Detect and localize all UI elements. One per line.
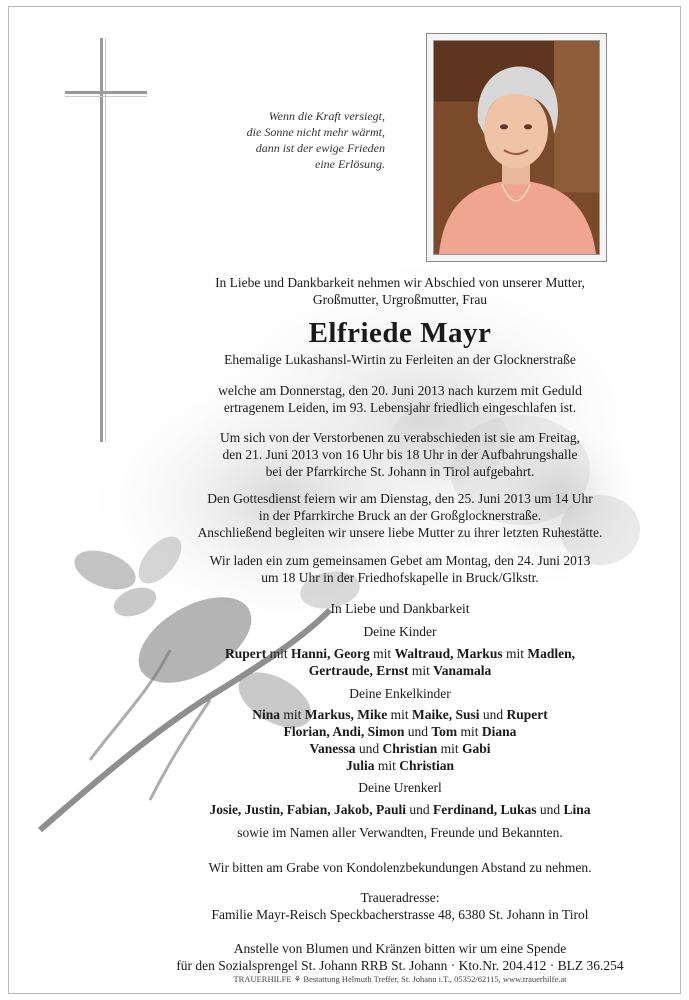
address-line: Familie Mayr-Reisch Speckbacherstrasse 48, 6380 St. Johann in Tirol bbox=[211, 907, 589, 922]
children-names-line: Rupert mit Hanni, Georg mit Waltraud, Markus mit Madlen, bbox=[225, 646, 575, 661]
quote-line: eine Erlösung. bbox=[315, 157, 385, 171]
deceased-name: Elfriede Mayr bbox=[308, 317, 492, 349]
grandchildren-names-line: Julia mit Christian bbox=[345, 758, 455, 773]
service-info: Den Gottesdienst feiern wir am Dienstag, den 25. Juni 2013 um 14 Uhr in der Pfarrkirche Bruck an der Großglocknerstraße. Anschließend begleiten wir unsere liebe Mutter zu ihrer letzten Ruhestätte. bbox=[197, 491, 603, 540]
relatives-line: sowie im Namen aller Verwandten, Freunde und Bekannten. bbox=[237, 825, 563, 840]
grandchildren-heading: Deine Enkelkinder bbox=[349, 686, 451, 701]
grandchildren-names-line: Vanessa und Christian mit Gabi bbox=[309, 741, 491, 756]
intro-text: In Liebe und Dankbarkeit nehmen wir Abschied von unserer Mutter, Großmutter, Urgroßmutter, Frau bbox=[215, 275, 585, 307]
children-names-line: Gertraude, Ernst mit Vanamala bbox=[308, 663, 492, 678]
death-notice: welche am Donnerstag, den 20. Juni 2013 nach kurzem mit Geduld ertragenem Leiden, im 93. Lebensjahr friedlich eingeschlafen ist. bbox=[218, 383, 582, 415]
portrait-photo bbox=[433, 40, 600, 255]
great-grandchildren-heading: Deine Urenkerl bbox=[358, 780, 442, 795]
quote-line: Wenn die Kraft versiegt, bbox=[268, 109, 385, 123]
closing-phrase: In Liebe und Dankbarkeit bbox=[330, 601, 470, 616]
funeral-home-footer: TRAUERHILFE ⚘ Bestattung Helmuth Treffer, St. Johann i.T., 05352/62115, www.trauerhilfe.at bbox=[233, 974, 567, 984]
grandchildren-section bbox=[110, 685, 689, 774]
great-grandchildren-names-line: Josie, Justin, Fabian, Jakob, Pauli und Ferdinand, Lukas und Lina bbox=[209, 802, 591, 817]
address-heading: Traueradresse: bbox=[360, 890, 440, 905]
viewing-info: Um sich von der Verstorbenen zu verabschieden ist sie am Freitag, den 21. Juni 2013 von 16 Uhr bis 18 Uhr in der Aufbahrungshalle bei der Pfarrkirche St. Johann in Tirol aufgebahrt. bbox=[219, 430, 581, 479]
grandchildren-names-line: Nina mit Markus, Mike mit Maike, Susi und Rupert bbox=[252, 707, 548, 722]
great-grandchildren-section bbox=[110, 779, 689, 818]
children-section bbox=[110, 623, 689, 679]
memorial-quote bbox=[180, 108, 385, 172]
grandchildren-names-line: Florian, Andi, Simon und Tom mit Diana bbox=[283, 724, 517, 739]
prayer-info: Wir laden ein zum gemeinsamen Gebet am Montag, den 24. Juni 2013 um 18 Uhr in der Friedhofskapelle in Bruck/Glkstr. bbox=[209, 553, 591, 585]
quote-line: dann ist der ewige Frieden bbox=[255, 141, 385, 155]
portrait-photo-frame bbox=[426, 33, 607, 262]
children-heading: Deine Kinder bbox=[363, 624, 437, 639]
mourning-address bbox=[110, 889, 689, 923]
condolence-request: Wir bitten am Grabe von Kondolenzbekundungen Abstand zu nehmen. bbox=[208, 860, 592, 875]
deceased-subtitle: Ehemalige Lukashansl-Wirtin zu Ferleiten an der Glocknerstraße bbox=[224, 352, 576, 367]
quote-line: die Sonne nicht mehr wärmt, bbox=[246, 125, 385, 139]
donation-request: Anstelle von Blumen und Kränzen bitten wir um eine Spende für den Sozialsprengel St. Johann RRB St. Johann · Kto.Nr. 204.412 · BLZ 36.254 bbox=[176, 941, 624, 973]
